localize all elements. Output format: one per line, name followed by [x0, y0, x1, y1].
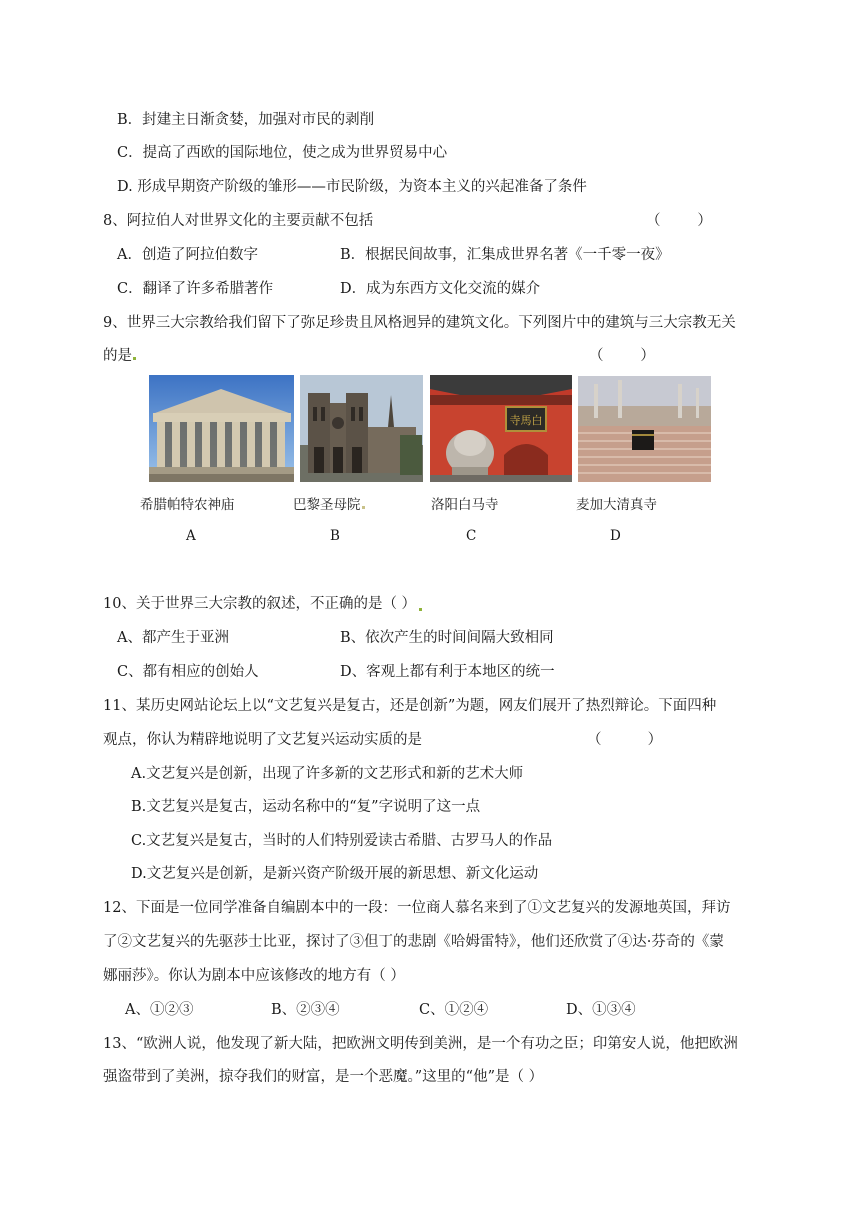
- label-a: A: [186, 528, 196, 544]
- q11-option-b: B.文艺复兴是复古，运动名称中的“复”字说明了这一点: [131, 799, 481, 815]
- caption-mecca: 麦加大清真寺: [576, 497, 657, 513]
- green-dot-mark-2: [419, 608, 422, 611]
- q10-option-b: B、依次产生的时间间隔大致相同: [340, 630, 554, 646]
- q12-option-b: B、②③④: [271, 1002, 340, 1018]
- q11-option-c: C.文艺复兴是复古，当时的人们特别爱读古希腊、古罗马人的作品: [131, 833, 553, 849]
- q11-stem-line1: 11、某历史网站论坛上以“文艺复兴是复古，还是创新”为题，网友们展开了热烈辩论。下面四种: [103, 698, 717, 714]
- q10-option-d: D、客观上都有利于本地区的统一: [340, 664, 555, 680]
- q7-option-c: C．提高了西欧的国际地位，使之成为世界贸易中心: [117, 145, 448, 161]
- q12-stem-line3: 娜丽莎》。你认为剧本中应该修改的地方有（ ）: [103, 968, 405, 984]
- label-c: C: [466, 528, 477, 544]
- mecca-mosque-image: [578, 376, 711, 482]
- q13-stem-line1: 13、“欧洲人说，他发现了新大陆，把欧洲文明传到美洲，是一个有功之臣；印第安人说，他把欧洲: [103, 1036, 738, 1052]
- q11-answer-paren: （ ）: [587, 732, 663, 748]
- q10-stem: 10、关于世界三大宗教的叙述，不正确的是（ ）: [103, 596, 417, 612]
- q8-option-c: C．翻译了许多希腊著作: [117, 281, 274, 297]
- label-b: B: [330, 528, 340, 544]
- green-dot-mark: [133, 357, 136, 360]
- q8-answer-paren: （ ）: [646, 213, 712, 229]
- q11-option-a: A.文艺复兴是创新，出现了许多新的文艺形式和新的艺术大师: [131, 766, 524, 782]
- q9-answer-paren: （ ）: [589, 348, 655, 364]
- temple-plaque-text: 寺馬白: [509, 414, 543, 427]
- q7-option-d: D. 形成早期资产阶级的雏形——市民阶级，为资本主义的兴起准备了条件: [117, 179, 587, 195]
- q11-stem-line2: 观点，你认为精辟地说明了文艺复兴运动实质的是: [103, 732, 422, 748]
- q8-option-b: B．根据民间故事，汇集成世界名著《一千零一夜》: [340, 247, 670, 263]
- q12-stem-line2: 了②文艺复兴的先驱莎士比亚，探讨了③但丁的悲剧《哈姆雷特》，他们还欣赏了④达·芬奇的《蒙: [103, 934, 724, 950]
- q12-option-a: A、①②③: [125, 1002, 194, 1018]
- q12-option-d: D、①③④: [566, 1002, 636, 1018]
- caption-white-horse-temple: 洛阳白马寺: [431, 497, 499, 513]
- caption-notre-dame: [293, 493, 365, 513]
- q9-stem-line2-text: 的是: [103, 348, 132, 364]
- q11-option-d: D.文艺复兴是创新，是新兴资产阶级开展的新思想、新文化运动: [131, 866, 539, 882]
- white-horse-temple-image: [430, 375, 572, 482]
- label-d: D: [610, 528, 621, 544]
- q8-stem: 8、阿拉伯人对世界文化的主要贡献不包括: [103, 213, 374, 229]
- q8-option-d: D．成为东西方文化交流的媒介: [340, 281, 541, 297]
- q9-stem-line2: [103, 346, 136, 366]
- q12-stem-line1: 12、下面是一位同学准备自编剧本中的一段：一位商人慕名来到了①文艺复兴的发源地英国，拜访: [103, 900, 731, 916]
- q10-option-c: C、都有相应的创始人: [117, 664, 259, 680]
- q9-stem-line1: 9、世界三大宗教给我们留下了弥足珍贵且风格迥异的建筑文化。下列图片中的建筑与三大宗教无关: [103, 315, 736, 331]
- q10-option-a: A、都产生于亚洲: [117, 630, 229, 646]
- q12-option-c: C、①②④: [419, 1002, 489, 1018]
- q8-option-a: A．创造了阿拉伯数字: [117, 247, 258, 263]
- faint-dot-mark: [362, 506, 365, 509]
- q7-option-b: B．封建主日渐贪婪，加强对市民的剥削: [117, 112, 375, 128]
- notre-dame-image: [300, 375, 423, 482]
- q13-stem-line2: 强盗带到了美洲，掠夺我们的财富，是一个恶魔。”这里的“他”是（ ）: [103, 1069, 544, 1085]
- caption-notre-dame-text: 巴黎圣母院: [293, 497, 361, 513]
- parthenon-image: [149, 375, 294, 482]
- caption-parthenon: 希腊帕特农神庙: [140, 497, 235, 513]
